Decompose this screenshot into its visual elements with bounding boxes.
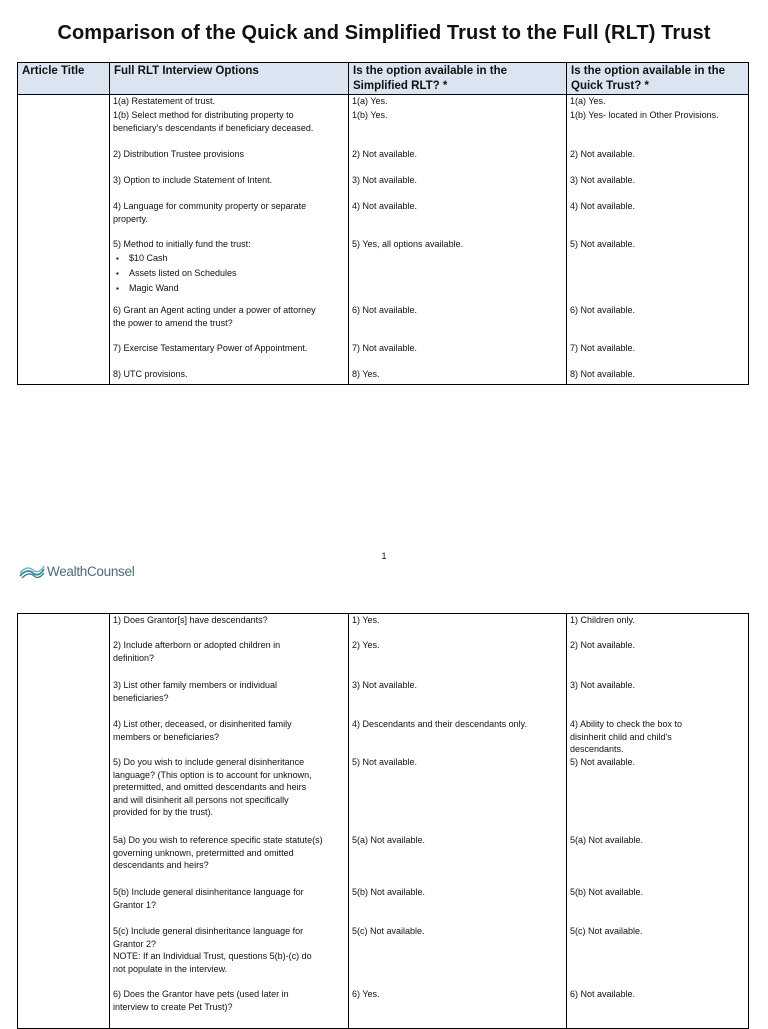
full-text: 1(b) Select method for distributing property to [113, 110, 294, 120]
quick-text: 4) Not available. [570, 201, 636, 211]
full-text: descendants and heirs? [113, 860, 209, 870]
full-text: beneficiaries? [113, 692, 169, 703]
simp-text: 5) Not available. [352, 757, 418, 767]
simp-text: 8) Yes. [352, 369, 380, 379]
quick-entry [570, 639, 745, 679]
header-full-rlt-options: Full RLT Interview Options [110, 63, 349, 95]
full-text: 4) Language for community property or separate [113, 201, 307, 211]
simp-text: 5) Yes, all options available. [352, 239, 464, 249]
full-text: property. [113, 213, 148, 224]
full-text: 5(b) Include general disinheritance language for [113, 887, 304, 897]
article-title-cell [18, 95, 110, 385]
logo-text: WealthCounsel [47, 564, 135, 579]
full-entry [113, 679, 345, 718]
full-text: 5) Do you wish to include general disinheritance [113, 757, 305, 767]
quick-text: 3) Not available. [570, 680, 636, 690]
funding-method-bullet: ▪ Assets listed on Schedules [113, 266, 345, 281]
simp-entry [352, 109, 563, 148]
simp-text: 7) Not available. [352, 343, 418, 353]
simp-entry [352, 238, 563, 304]
full-text: 8) UTC provisions. [113, 369, 188, 379]
full-text: 3) Option to include Statement of Intent. [113, 175, 273, 185]
simp-entry [352, 886, 563, 925]
full-text: definition? [113, 652, 155, 663]
simp-text: 4) Descendants and their descendants only. [352, 719, 527, 729]
simp-entry [352, 304, 563, 342]
simp-entry [352, 925, 563, 988]
quick-text: disinherit child and child's [570, 731, 672, 742]
full-text: 5(c) Include general disinheritance language for [113, 926, 304, 936]
full-text: Grantor 1? [113, 899, 157, 910]
comparison-table-page-2 [17, 613, 749, 1029]
simp-text: 6) Not available. [352, 305, 418, 315]
quick-text: 5(c) Not available. [570, 926, 643, 936]
full-text: beneficiary's descendants if beneficiary deceased. [113, 122, 314, 133]
simp-entry [352, 368, 563, 384]
header-quick-availability: Is the option available in the Quick Trust? * [567, 63, 749, 95]
quick-entry [570, 718, 745, 756]
wave-logo-icon [19, 565, 45, 579]
simp-text: 3) Not available. [352, 175, 418, 185]
simp-text: 3) Not available. [352, 680, 418, 690]
full-entry [113, 756, 345, 834]
simp-text: 5(b) Not available. [352, 887, 426, 897]
full-text: 1) Does Grantor[s] have descendants? [113, 615, 268, 625]
simp-entry [352, 174, 563, 200]
quick-entry [570, 756, 745, 834]
simp-text: 1) Yes. [352, 615, 380, 625]
full-text: 2) Distribution Trustee provisions [113, 149, 245, 159]
simp-entry [352, 679, 563, 718]
simp-text: 5(a) Not available. [352, 835, 426, 845]
full-options-cell [110, 95, 349, 385]
simp-entry [352, 95, 563, 109]
full-entry [113, 238, 345, 304]
simp-text: 5(c) Not available. [352, 926, 425, 936]
quick-entry [570, 304, 745, 342]
quick-text: 5) Not available. [570, 757, 636, 767]
quick-text: 1(a) Yes. [570, 96, 606, 106]
header-article-title: Article Title [18, 63, 110, 95]
full-entry [113, 148, 345, 174]
simp-text: 6) Yes. [352, 989, 380, 999]
full-text: the power to amend the trust? [113, 317, 233, 328]
full-text: members or beneficiaries? [113, 731, 220, 742]
full-text: not populate in the interview. [113, 963, 228, 974]
simp-text: 2) Not available. [352, 149, 418, 159]
full-text: and will disinherit all persons not specifically [113, 794, 289, 805]
simp-entry [352, 342, 563, 368]
quick-text: 2) Not available. [570, 149, 636, 159]
full-entry [113, 614, 345, 639]
quick-text: 1) Children only. [570, 615, 635, 625]
simp-text: 1(b) Yes. [352, 110, 388, 120]
simp-entry [352, 639, 563, 679]
simp-entry [352, 614, 563, 639]
full-entry [113, 342, 345, 368]
quick-entry [570, 95, 745, 109]
simplified-cell [349, 614, 567, 1029]
full-text: governing unknown, pretermitted and omitted [113, 847, 294, 858]
quick-entry [570, 200, 745, 238]
simp-entry [352, 148, 563, 174]
simp-text: 4) Not available. [352, 201, 418, 211]
full-entry [113, 834, 345, 886]
quick-text: 5(a) Not available. [570, 835, 644, 845]
page-number: 1 [381, 551, 387, 561]
full-entry [113, 174, 345, 200]
quick-text: 3) Not available. [570, 175, 636, 185]
quick-entry [570, 174, 745, 200]
document-title: Comparison of the Quick and Simplified Trust to the Full (RLT) Trust [57, 22, 711, 44]
full-entry [113, 718, 345, 756]
header-simplified-availability: Is the option available in the Simplified RLT? * [349, 63, 567, 95]
full-text: 3) List other family members or individual [113, 680, 278, 690]
quick-text: 8) Not available. [570, 369, 636, 379]
wealthcounsel-logo [19, 564, 134, 579]
full-text: NOTE: If an Individual Trust, questions 5(b)-(c) do [113, 951, 312, 961]
quick-entry [570, 679, 745, 718]
full-text: interview to create Pet Trust)? [113, 1001, 233, 1012]
full-entry [113, 886, 345, 925]
quick-entry [570, 925, 745, 988]
quick-text: 6) Not available. [570, 989, 636, 999]
quick-entry [570, 368, 745, 384]
quick-text: 2) Not available. [570, 640, 636, 650]
quick-entry [570, 238, 745, 304]
quick-cell [567, 614, 749, 1029]
simp-entry [352, 988, 563, 1028]
full-entry [113, 925, 345, 988]
full-text: 2) Include afterborn or adopted children in [113, 640, 281, 650]
quick-text: descendants. [570, 744, 624, 754]
full-text: pretermitted, and omitted descendants and heirs [113, 782, 307, 792]
full-text: 4) List other, deceased, or disinherited family [113, 719, 292, 729]
simp-text: 2) Yes. [352, 640, 380, 650]
article-title-cell [18, 614, 110, 1029]
quick-text: 1(b) Yes- located in Other Provisions. [570, 110, 719, 120]
full-text: Grantor 2? [113, 938, 157, 949]
full-options-cell [110, 614, 349, 1029]
full-text: 5) Method to initially fund the trust: [113, 239, 251, 249]
full-text: language? (This option is to account for unknown, [113, 769, 312, 780]
full-text: 5a) Do you wish to reference specific state statute(s) [113, 835, 323, 845]
full-text: 1(a) Restatement of trust. [113, 96, 216, 106]
full-entry [113, 304, 345, 342]
full-text: provided for by the trust). [113, 807, 214, 817]
quick-entry [570, 148, 745, 174]
quick-entry [570, 886, 745, 925]
simp-entry [352, 756, 563, 834]
simp-entry [352, 200, 563, 238]
quick-cell [567, 95, 749, 385]
quick-entry [570, 834, 745, 886]
full-entry [113, 639, 345, 679]
full-text: 7) Exercise Testamentary Power of Appointment. [113, 343, 308, 353]
table-header-row [18, 63, 749, 95]
full-entry [113, 368, 345, 384]
quick-entry [570, 988, 745, 1028]
quick-entry [570, 614, 745, 639]
funding-method-bullet: ▪ $10 Cash [113, 251, 345, 266]
full-entry [113, 95, 345, 109]
comparison-table-page-1 [17, 62, 749, 385]
quick-text: 7) Not available. [570, 343, 636, 353]
simplified-cell [349, 95, 567, 385]
funding-method-bullet: ▪ Magic Wand [113, 281, 345, 296]
simp-text: 1(a) Yes. [352, 96, 388, 106]
quick-text: 5(b) Not available. [570, 887, 644, 897]
simp-entry [352, 718, 563, 756]
full-entry [113, 200, 345, 238]
quick-entry [570, 342, 745, 368]
full-text: 6) Does the Grantor have pets (used later in [113, 989, 289, 999]
full-entry [113, 109, 345, 148]
quick-text: 5) Not available. [570, 239, 636, 249]
full-text: 6) Grant an Agent acting under a power of attorney [113, 305, 316, 315]
quick-text: 4) Ability to check the box to [570, 719, 683, 729]
simp-entry [352, 834, 563, 886]
quick-text: 6) Not available. [570, 305, 636, 315]
quick-entry [570, 109, 745, 148]
full-entry [113, 988, 345, 1028]
